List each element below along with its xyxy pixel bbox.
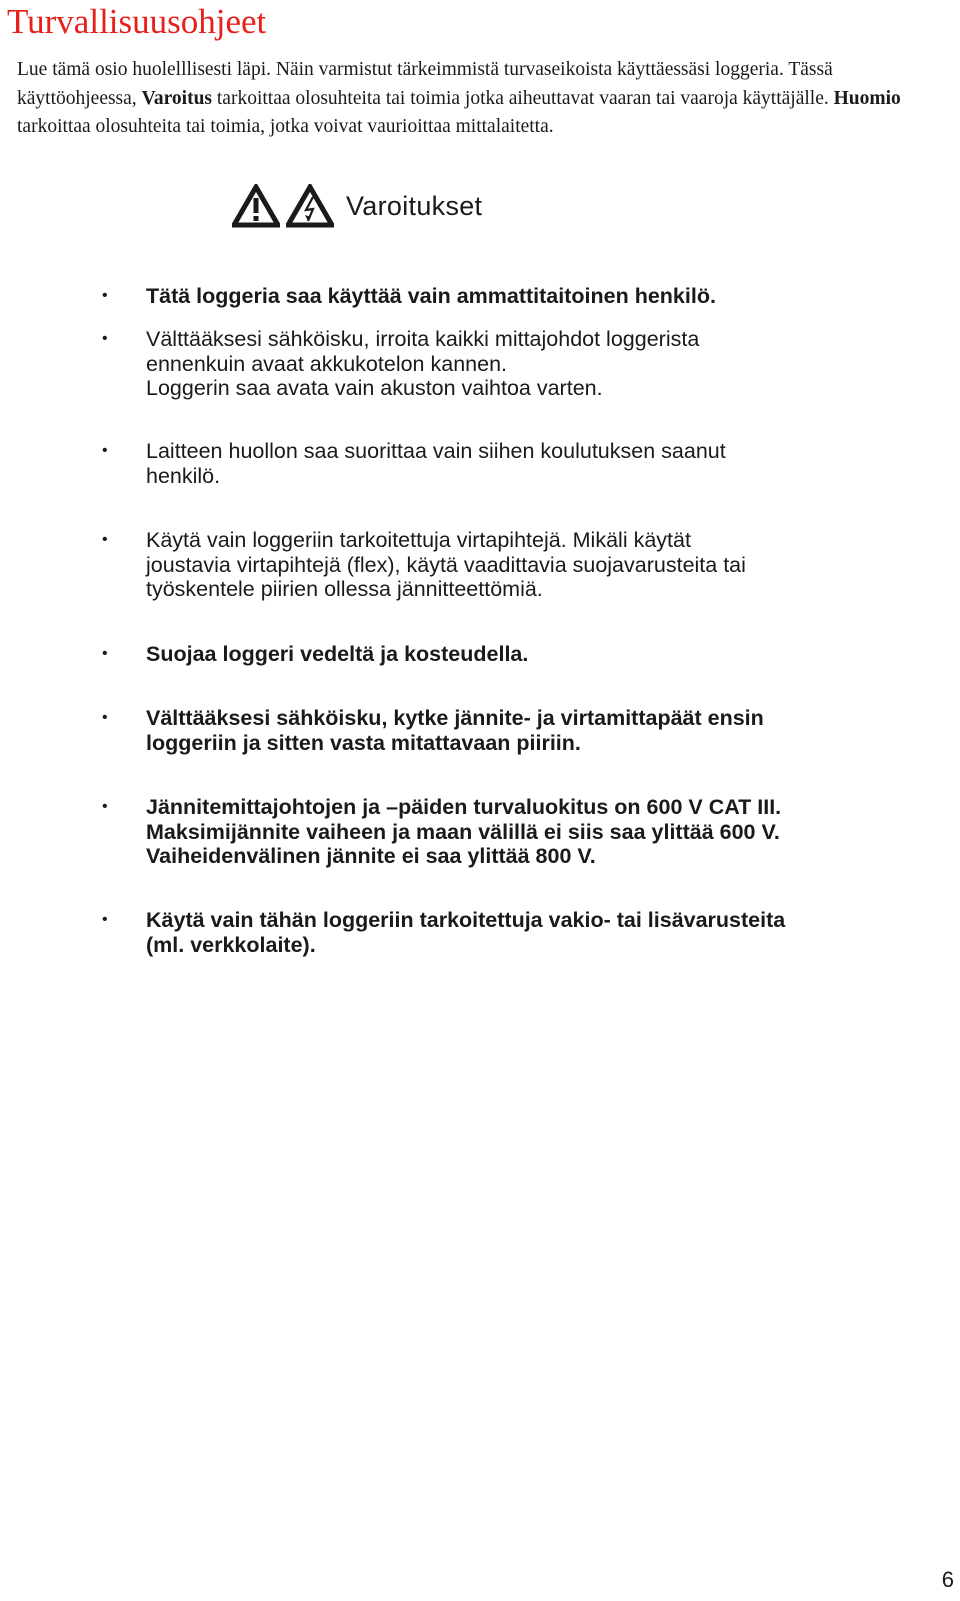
bullet: • [102,709,108,726]
warnings-heading: Varoitukset [346,190,483,221]
warning-text: Käytä vain tähän loggeriin tarkoitettuja vakio- tai lisävarusteita (ml. verkkolaite). [146,908,786,957]
bullet: • [102,330,108,347]
bullet: • [102,798,108,815]
bullet: • [102,911,108,928]
warning-text: Suojaa loggeri vedeltä ja kosteudella. [146,642,529,666]
bullet: • [102,442,108,459]
page-title: Turvallisuusohjeet [7,2,267,41]
warning-text: Tätä loggeria saa käyttää vain ammattitaitoinen henkilö. [146,284,716,308]
bullet: • [102,645,108,662]
warning-text: Jännitemittajohtojen ja –päiden turvaluokitus on 600 V CAT III. Maksimijännite vaiheen ja maan välillä ei siis saa ylittää 600 V. Vaiheidenvälinen jännite ei saa ylittää 800 V. [146,795,782,868]
warning-text: Välttääksesi sähköisku, kytke jännite- ja virtamittapäät ensin loggeriin ja sitten vasta mitattavaan piiriin. [146,706,764,755]
warning-text: Käytä vain loggeriin tarkoitettuja virtapihtejä. Mikäli käytät joustavia virtapihtejä (flex), käytä vaadittavia suojavarusteita tai työskentele piirien ollessa jännitteettömiä. [146,528,746,601]
intro-term-huomio: Huomio [833,87,901,109]
intro-term-varoitus: Varoitus [141,87,213,109]
intro-text-1: Lue tämä osio huolelllisesti läpi. Näin varmistut tärkeimmistä turvaseikoista käyttäessäsi loggeria. Tässä käyttöohjeessa, [17,59,833,109]
bullet: • [102,531,108,548]
warnings-header [232,182,482,230]
intro-text-2: tarkoittaa olosuhteita tai toimia jotka aiheuttavat vaaran tai vaaroja käyttäjälle. [212,87,834,109]
warning-triangle-icon [232,184,280,228]
intro-paragraph [17,56,952,142]
electric-shock-icon [286,184,334,228]
intro-text-3: tarkoittaa olosuhteita tai toimia, jotka voivat vaurioittaa mittalaitetta. [17,116,554,137]
page-number: 6 [941,1567,954,1592]
warning-text: Välttääksesi sähköisku, irroita kaikki mittajohdot loggerista ennenkuin avaat akkukotelon kannen. Loggerin saa avata vain akuston vaihtoa varten. [146,327,700,400]
bullet: • [102,287,108,304]
warning-text: Laitteen huollon saa suorittaa vain siihen koulutuksen saanut henkilö. [146,439,726,488]
